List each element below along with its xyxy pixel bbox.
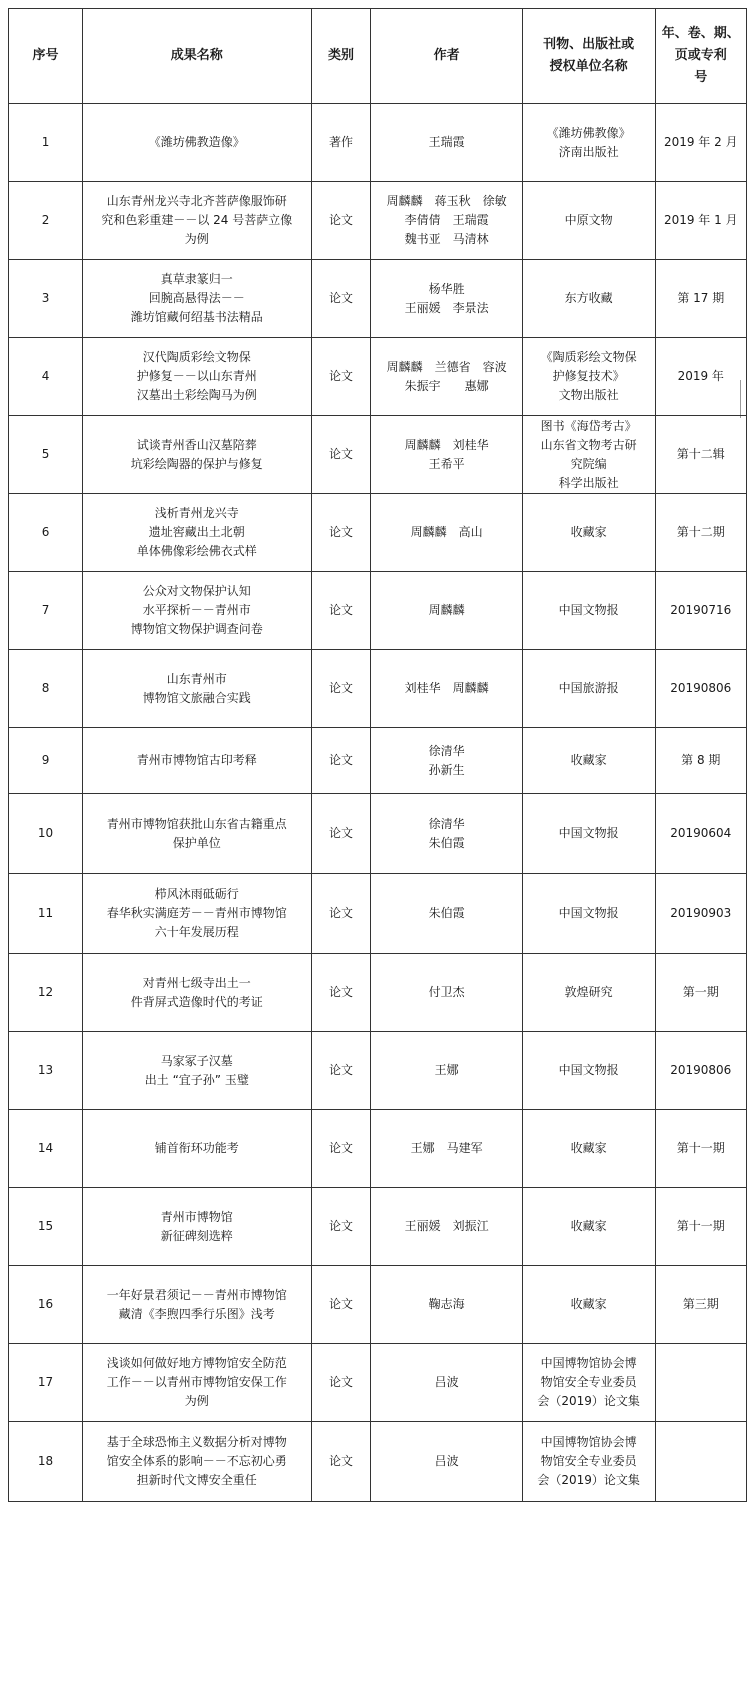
cell-index: 16 bbox=[9, 1266, 83, 1344]
cell-author: 周麟麟 刘桂华 王希平 bbox=[371, 416, 522, 494]
cell-publisher: 中国文物报 bbox=[522, 1032, 655, 1110]
cell-author: 周麟麟 兰德省 容波 朱振宇 惠娜 bbox=[371, 338, 522, 416]
table-row bbox=[9, 494, 747, 572]
cell-index: 5 bbox=[9, 416, 83, 494]
cell-category: 论文 bbox=[311, 416, 371, 494]
cell-author: 王瑞霞 bbox=[371, 104, 522, 182]
table-row bbox=[9, 104, 747, 182]
header-category: 类别 bbox=[311, 9, 371, 104]
cell-issue: 第十二期 bbox=[655, 494, 746, 572]
cell-index: 4 bbox=[9, 338, 83, 416]
cell-category: 论文 bbox=[311, 338, 371, 416]
header-issue: 年、卷、期、 页或专利 号 bbox=[655, 9, 746, 104]
table-row bbox=[9, 1032, 747, 1110]
cell-category: 论文 bbox=[311, 794, 371, 874]
cell-issue: 第 17 期 bbox=[655, 260, 746, 338]
cell-title: 马家冢子汉墓 出土 “宜子孙” 玉璧 bbox=[83, 1032, 312, 1110]
cell-publisher: 中国文物报 bbox=[522, 794, 655, 874]
cell-author: 朱伯霞 bbox=[371, 874, 522, 954]
cell-title: 汉代陶质彩绘文物保 护修复－－以山东青州 汉墓出土彩绘陶马为例 bbox=[83, 338, 312, 416]
cell-index: 14 bbox=[9, 1110, 83, 1188]
cell-index: 15 bbox=[9, 1188, 83, 1266]
cell-category: 论文 bbox=[311, 1344, 371, 1422]
cell-title: 对青州七级寺出土一 件背屏式造像时代的考证 bbox=[83, 954, 312, 1032]
cell-title: 公众对文物保护认知 水平探析－－青州市 博物馆文物保护调查问卷 bbox=[83, 572, 312, 650]
table-row bbox=[9, 416, 747, 494]
cell-title: 青州市博物馆 新征碑刻选粹 bbox=[83, 1188, 312, 1266]
cell-author: 徐清华 朱伯霞 bbox=[371, 794, 522, 874]
cell-category: 著作 bbox=[311, 104, 371, 182]
cell-category: 论文 bbox=[311, 182, 371, 260]
cell-issue: 第十一期 bbox=[655, 1188, 746, 1266]
cell-title: 山东青州龙兴寺北齐菩萨像服饰研 究和色彩重建－－以 24 号菩萨立像 为例 bbox=[83, 182, 312, 260]
cell-author: 王娜 bbox=[371, 1032, 522, 1110]
cell-category: 论文 bbox=[311, 1422, 371, 1502]
cell-issue: 20190716 bbox=[655, 572, 746, 650]
cell-issue: 第 8 期 bbox=[655, 728, 746, 794]
cell-publisher: 收藏家 bbox=[522, 1266, 655, 1344]
cell-publisher: 中国文物报 bbox=[522, 572, 655, 650]
cell-index: 13 bbox=[9, 1032, 83, 1110]
cell-author: 杨华胜 王丽媛 李景法 bbox=[371, 260, 522, 338]
cell-title: 《潍坊佛教造像》 bbox=[83, 104, 312, 182]
cell-author: 付卫杰 bbox=[371, 954, 522, 1032]
cell-author: 王娜 马建军 bbox=[371, 1110, 522, 1188]
header-publisher: 刊物、出版社或 授权单位名称 bbox=[522, 9, 655, 104]
cell-author: 吕波 bbox=[371, 1422, 522, 1502]
cell-category: 论文 bbox=[311, 1188, 371, 1266]
cell-index: 1 bbox=[9, 104, 83, 182]
table-row bbox=[9, 650, 747, 728]
cell-issue: 第十二辑 bbox=[655, 416, 746, 494]
table-row bbox=[9, 954, 747, 1032]
cell-author: 周麟麟 高山 bbox=[371, 494, 522, 572]
cell-title: 真草隶篆归一 回腕高悬得法－－ 潍坊馆藏何绍基书法精品 bbox=[83, 260, 312, 338]
table-row bbox=[9, 794, 747, 874]
cell-index: 9 bbox=[9, 728, 83, 794]
cell-issue bbox=[655, 1344, 746, 1422]
cell-issue: 20190903 bbox=[655, 874, 746, 954]
header-index: 序号 bbox=[9, 9, 83, 104]
cell-publisher: 敦煌研究 bbox=[522, 954, 655, 1032]
cell-index: 2 bbox=[9, 182, 83, 260]
cell-publisher: 《陶质彩绘文物保 护修复技术》 文物出版社 bbox=[522, 338, 655, 416]
cell-category: 论文 bbox=[311, 1032, 371, 1110]
cell-index: 17 bbox=[9, 1344, 83, 1422]
cell-title: 基于全球恐怖主义数据分析对博物 馆安全体系的影响－－不忘初心勇 担新时代文博安全重任 bbox=[83, 1422, 312, 1502]
achievements-table bbox=[8, 8, 747, 1502]
cell-index: 18 bbox=[9, 1422, 83, 1502]
cell-publisher: 收藏家 bbox=[522, 1188, 655, 1266]
cell-publisher: 收藏家 bbox=[522, 494, 655, 572]
cell-category: 论文 bbox=[311, 1266, 371, 1344]
cell-publisher: 中原文物 bbox=[522, 182, 655, 260]
table-row bbox=[9, 182, 747, 260]
table-row bbox=[9, 572, 747, 650]
cell-author: 鞠志海 bbox=[371, 1266, 522, 1344]
cell-category: 论文 bbox=[311, 954, 371, 1032]
cell-publisher: 收藏家 bbox=[522, 1110, 655, 1188]
header-row bbox=[9, 9, 747, 104]
table-row bbox=[9, 1188, 747, 1266]
cell-title: 浅析青州龙兴寺 遗址窖藏出土北朝 单体佛像彩绘佛衣式样 bbox=[83, 494, 312, 572]
table-row bbox=[9, 1110, 747, 1188]
table-row bbox=[9, 874, 747, 954]
table-row bbox=[9, 1266, 747, 1344]
cell-publisher: 中国博物馆协会博 物馆安全专业委员 会（2019）论文集 bbox=[522, 1422, 655, 1502]
cell-index: 7 bbox=[9, 572, 83, 650]
cell-category: 论文 bbox=[311, 650, 371, 728]
cell-publisher: 东方收藏 bbox=[522, 260, 655, 338]
cell-publisher: 图书《海岱考古》 山东省文物考古研 究院编 科学出版社 bbox=[522, 416, 655, 494]
cell-issue: 第十一期 bbox=[655, 1110, 746, 1188]
cell-category: 论文 bbox=[311, 260, 371, 338]
cell-author: 刘桂华 周麟麟 bbox=[371, 650, 522, 728]
cell-publisher: 中国博物馆协会博 物馆安全专业委员 会（2019）论文集 bbox=[522, 1344, 655, 1422]
cell-index: 10 bbox=[9, 794, 83, 874]
cell-author: 徐清华 孙新生 bbox=[371, 728, 522, 794]
cell-issue: 第一期 bbox=[655, 954, 746, 1032]
cell-publisher: 中国旅游报 bbox=[522, 650, 655, 728]
cell-index: 8 bbox=[9, 650, 83, 728]
cell-category: 论文 bbox=[311, 728, 371, 794]
cell-issue: 2019 年 1 月 bbox=[655, 182, 746, 260]
header-author: 作者 bbox=[371, 9, 522, 104]
cell-index: 6 bbox=[9, 494, 83, 572]
cell-issue bbox=[655, 1422, 746, 1502]
table-row bbox=[9, 1422, 747, 1502]
cell-publisher: 《潍坊佛教像》 济南出版社 bbox=[522, 104, 655, 182]
cell-title: 铺首衔环功能考 bbox=[83, 1110, 312, 1188]
cell-author: 吕波 bbox=[371, 1344, 522, 1422]
cell-category: 论文 bbox=[311, 1110, 371, 1188]
cell-author: 周麟麟 蒋玉秋 徐敏 李倩倩 王瑞霞 魏书亚 马清林 bbox=[371, 182, 522, 260]
cell-category: 论文 bbox=[311, 874, 371, 954]
cell-title: 栉风沐雨砥砺行 春华秋实满庭芳－－青州市博物馆 六十年发展历程 bbox=[83, 874, 312, 954]
cell-index: 11 bbox=[9, 874, 83, 954]
cell-issue: 20190806 bbox=[655, 650, 746, 728]
cell-issue: 20190604 bbox=[655, 794, 746, 874]
cell-title: 浅谈如何做好地方博物馆安全防范 工作－－以青州市博物馆安保工作 为例 bbox=[83, 1344, 312, 1422]
cell-title: 山东青州市 博物馆文旅融合实践 bbox=[83, 650, 312, 728]
cell-category: 论文 bbox=[311, 494, 371, 572]
header-title: 成果名称 bbox=[83, 9, 312, 104]
cell-author: 周麟麟 bbox=[371, 572, 522, 650]
cell-publisher: 中国文物报 bbox=[522, 874, 655, 954]
cell-category: 论文 bbox=[311, 572, 371, 650]
cell-publisher: 收藏家 bbox=[522, 728, 655, 794]
cell-author: 王丽媛 刘振江 bbox=[371, 1188, 522, 1266]
table-row bbox=[9, 338, 747, 416]
cell-title: 试谈青州香山汉墓陪葬 坑彩绘陶器的保护与修复 bbox=[83, 416, 312, 494]
table-row bbox=[9, 728, 747, 794]
cell-issue: 20190806 bbox=[655, 1032, 746, 1110]
cell-title: 青州市博物馆古印考释 bbox=[83, 728, 312, 794]
cell-issue: 2019 年 bbox=[655, 338, 746, 416]
table-row bbox=[9, 260, 747, 338]
cell-title: 一年好景君须记－－青州市博物馆 藏清《李煦四季行乐图》浅考 bbox=[83, 1266, 312, 1344]
cell-issue: 2019 年 2 月 bbox=[655, 104, 746, 182]
cell-index: 12 bbox=[9, 954, 83, 1032]
table-row bbox=[9, 1344, 747, 1422]
cell-title: 青州市博物馆获批山东省古籍重点 保护单位 bbox=[83, 794, 312, 874]
cell-issue: 第三期 bbox=[655, 1266, 746, 1344]
cell-index: 3 bbox=[9, 260, 83, 338]
